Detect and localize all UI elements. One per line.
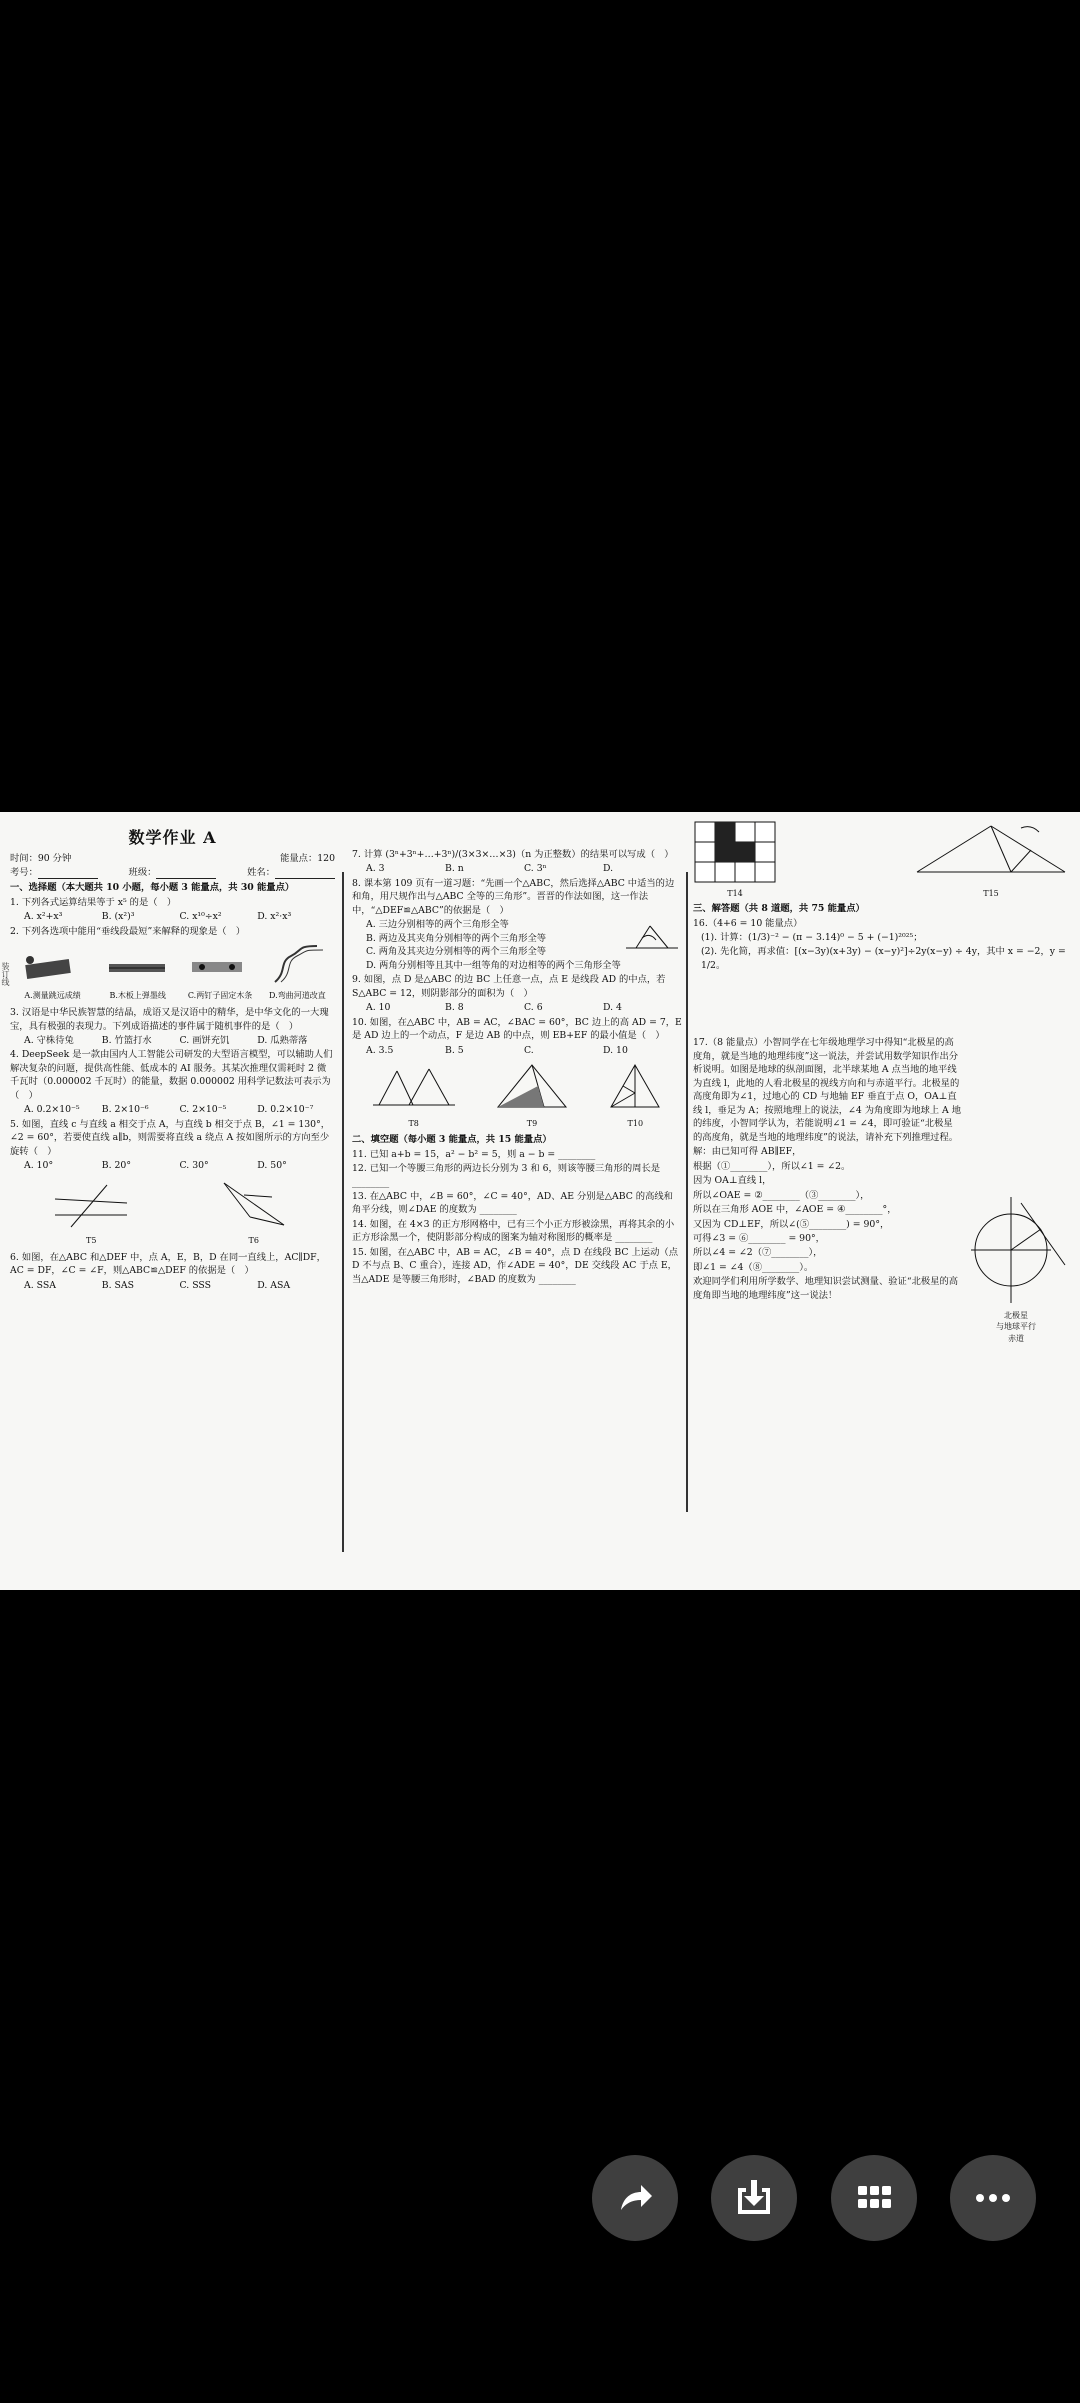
points-label: 能量点：120 <box>280 853 335 865</box>
proof-line: 根据（①________），所以∠1 = ∠2。 <box>693 1160 851 1172</box>
option: B. 两边及其夹角分别相等的两个三角形全等 <box>366 932 547 944</box>
option: B. 5 <box>445 1044 464 1056</box>
figure-caption: T10 <box>627 1118 644 1128</box>
proof-line: 因为 OA⊥直线 l， <box>693 1175 772 1187</box>
question-14: 14. 如图，在 4×3 的正方形网格中，已有三个小正方形被涂黑，再将其余的小正方形涂黑一个，使阴影部分构成的图案为轴对称图形的概率是 ________ <box>352 1218 675 1244</box>
figure-caption: C.两钉子固定木条 <box>187 991 253 1001</box>
option: C. <box>524 1044 534 1056</box>
question-16-part-2: (2). 先化简，再求值：[(x−3y)(x+3y) − (x−y)²]÷2y(x−y) ÷ 4y，其中 x = −2，y = 1/2。 <box>701 946 1066 971</box>
share-button[interactable] <box>592 2155 678 2241</box>
figure-caption: T15 <box>983 889 999 899</box>
option: B. n <box>445 863 464 875</box>
figure-t8 <box>369 1061 459 1113</box>
apps-button[interactable] <box>831 2155 917 2241</box>
option: A. 0.2×10⁻⁵ <box>24 1104 80 1116</box>
option: A. 守株待兔 <box>24 1035 74 1046</box>
figure-t14 <box>693 820 777 884</box>
option: A. x²+x³ <box>24 911 63 923</box>
nail-figure <box>188 948 248 986</box>
question-16: 16.（4+6 = 10 能量点） <box>693 917 803 929</box>
student-info <box>10 866 335 879</box>
option: D. 瓜熟蒂落 <box>257 1035 308 1046</box>
question-7: 7. 计算 (3ⁿ+3ⁿ+…+3ⁿ)/(3×3×…×3)（n 为正整数）的结果可以写成（ ） <box>352 849 674 860</box>
question-6: 6. 如图，在△ABC 和△DEF 中，点 A，E，B，D 在同一直线上，AC∥DF，AC = DF，∠C = ∠F，则△ABC≌△DEF 的依据是（ ） <box>10 1251 326 1277</box>
option: A. 10 <box>366 1002 391 1014</box>
question-10: 10. 如图，在△ABC 中，AB = AC，∠BAC = 60°，BC 边上的高 AD = 7，E 是 AD 边上的一个动点，F 是边 AB 的中点，则 EB+EF 的最小值是（ ） <box>352 1016 682 1042</box>
question-12: 12. 已知一个等腰三角形的两边长分别为 3 和 6，则该等腰三角形的周长是 ________ <box>352 1163 661 1188</box>
figure-t9 <box>492 1061 572 1113</box>
question-1: 1. 下列各式运算结果等于 x⁵ 的是（ ） <box>10 896 177 908</box>
doc-meta <box>10 852 335 865</box>
figures-t14-t15 <box>693 820 1071 900</box>
earth-label: 与地球平行 <box>996 1322 1036 1332</box>
option: B. 竹篮打水 <box>101 1035 152 1046</box>
time-label: 时间：90 分钟 <box>10 853 72 865</box>
option: C. 3ⁿ <box>524 863 547 875</box>
option: D. 两角分别相等且其中一组等角的对边相等的两个三角形全等 <box>366 959 621 971</box>
question-7-options <box>352 862 682 875</box>
question-17-block <box>693 1035 1071 1344</box>
question-5: 5. 如图，直线 c 与直线 a 相交于点 A，与直线 b 相交于点 B，∠1 = 130°，∠2 = 60°，若要使直线 a∥b，则需要将直线 a 绕点 A 按如图所示的方向至少旋转（ ） <box>10 1118 331 1157</box>
question-3: 3. 汉语是中华民族智慧的结晶，成语又是汉语中的精华，是中华文化的一大瑰宝，具有极强的表现力。下列成语描述的事件属于随机事件的是（ ） <box>10 1007 329 1032</box>
option: D. <box>603 863 614 875</box>
doc-title: 数学作业 A <box>128 828 217 847</box>
class-label: 班级： <box>128 866 157 878</box>
proof-line: 欢迎同学们利用所学数学、地理知识尝试测量、验证“北极星的高度角即当地的地理纬度”这一说法！ <box>693 1276 959 1301</box>
option: A. SSA <box>24 1279 56 1291</box>
option: D. 10 <box>603 1044 628 1056</box>
column-divider <box>686 872 688 1512</box>
question-2-figures <box>10 942 335 1002</box>
figure-caption: D.弯曲河道改直 <box>269 991 326 1001</box>
option: D. 50° <box>257 1160 287 1172</box>
figures-t8-t10 <box>352 1061 682 1129</box>
proof-line: 解：由已知可得 AB∥EF， <box>693 1146 802 1158</box>
question-13: 13. 在△ABC 中，∠B = 60°，∠C = 40°，AD、AE 分别是△ABC 的高线和角平分线，则∠DAE 的度数为 ________ <box>352 1190 673 1216</box>
section-2-heading: 二、填空题（每小题 3 能量点，共 15 能量点） <box>352 1134 552 1146</box>
question-1-options <box>10 910 335 923</box>
question-8-options <box>352 918 621 972</box>
option: D. 4 <box>603 1002 622 1014</box>
figure-t6 <box>214 1177 294 1231</box>
proof-line: 所以在三角形 AOE 中，∠AOE = ④________°， <box>693 1204 897 1216</box>
proof-line: 所以∠4 = ∠2（⑦________）， <box>693 1247 823 1259</box>
river-figure <box>267 942 327 986</box>
option: C. 30° <box>179 1160 209 1172</box>
option: C. 2×10⁻⁵ <box>179 1104 227 1116</box>
figure-caption: T8 <box>408 1118 419 1128</box>
option: A. 3.5 <box>366 1044 394 1056</box>
option: D. ASA <box>257 1279 291 1291</box>
photo-image <box>0 812 1080 1590</box>
question-2: 2. 下列各选项中能用“垂线段最短”来解释的现象是（ ） <box>10 925 246 937</box>
column-divider <box>342 872 344 1552</box>
download-button[interactable] <box>711 2155 797 2241</box>
figure-caption: T6 <box>248 1236 259 1246</box>
option: C. 两角及其夹边分别相等的两个三角形全等 <box>366 946 547 958</box>
figures-t5-t6 <box>10 1177 335 1247</box>
proof-line: 可得∠3 = ⑥________ = 90°， <box>693 1232 825 1244</box>
binding-label: 装订线 <box>1 962 10 986</box>
grid-icon <box>852 2176 896 2220</box>
option: C. SSS <box>179 1279 211 1291</box>
option: D. x²·x³ <box>257 911 292 923</box>
option: C. 画饼充饥 <box>179 1035 230 1046</box>
share-icon <box>613 2176 657 2220</box>
section-3-heading: 三、解答题（共 8 道题，共 75 能量点） <box>693 903 865 915</box>
more-button[interactable] <box>950 2155 1036 2241</box>
option: A. 三边分别相等的两个三角形全等 <box>366 919 509 931</box>
question-8: 8. 课本第 109 页有一道习题：“先画一个△ABC，然后选择△ABC 中适当的边和角，用尺规作出与△ABC 全等的三角形”。晋晋的作法如图，这一作法中，“△DEF≌△ABC”的依据是（ ） <box>352 877 675 916</box>
earth-label: 北极星 <box>1004 1310 1028 1320</box>
jump-figure <box>18 948 88 986</box>
answer-space <box>693 973 1071 1035</box>
column-2 <box>352 820 682 1287</box>
question-4-options <box>10 1103 335 1116</box>
question-6-options <box>10 1279 335 1292</box>
earth-label: 赤道 <box>1008 1334 1024 1344</box>
question-16-part-1: (1). 计算：(1/3)⁻² − (π − 3.14)⁰ − 5 + (−1)²⁰²⁵； <box>701 932 923 943</box>
proof-line: 又因为 CD⊥EF，所以∠(⑤________) = 90°， <box>693 1218 890 1230</box>
option: B. SAS <box>101 1279 134 1291</box>
figure-caption: B.木板上弹墨线 <box>109 991 166 1001</box>
earth-diagram <box>961 1035 1071 1344</box>
question-8-body <box>352 918 682 972</box>
earth-figure <box>961 1195 1071 1305</box>
figure-caption: A.测量跳远成绩 <box>24 991 81 1001</box>
figure-t10 <box>605 1061 665 1113</box>
column-3 <box>693 820 1071 1345</box>
figure-t15 <box>911 820 1071 884</box>
proof-line: 所以∠OAE = ②________（③________）， <box>693 1189 870 1201</box>
option: B. 8 <box>445 1002 464 1014</box>
question-4: 4. DeepSeek 是一款由国内人工智能公司研发的大型语言模型，可以辅助人们解决复杂的问题，提供高性能、低成本的 AI 服务。其某次推理仅需耗时 2 微千瓦时（0.000002 千瓦时）的能量，数据 0.000002 用科学记数法可表示为（ ） <box>10 1049 333 1101</box>
question-15: 15. 如图，在△ABC 中，AB = AC，∠B = 40°，点 D 在线段 BC 上运动（点 D 不与点 B、C 重合），连接 AD，作∠ADE = 40°，DE 交线段 AC 于点 E，当△ADE 是等腰三角形时，∠BAD 的度数为 ________ <box>352 1246 678 1285</box>
option: B. 20° <box>101 1160 131 1172</box>
option: A. 10° <box>24 1160 54 1172</box>
question-9-options <box>352 1001 682 1014</box>
option: B. (x²)³ <box>101 911 135 923</box>
question-17: 17.（8 能量点）小智同学在七年级地理学习中得知“北极星的高度角，就是当地的地理纬度”这一说法，并尝试用数学知识作出分析说明。如图是地球的纵剖面图，北半球某地 A 点当地的地平线为直线 l，此地的人看北极星的视线方向和与赤道平行。北极星的高度角即为∠1，过地心的 CD 与地轴 EF 垂直于点 O，OA⊥直线 l，垂足为 A；按照地理上的说法，∠4 为角度即为地球上 A 地的纬度，小智同学认为，若能说明∠1 = ∠4，即可验证“北极星的高度角，就是当地的地理纬度”的说法，请补充下列推理过程。 <box>693 1037 962 1143</box>
option: C. 6 <box>524 1002 543 1014</box>
figure-compass <box>622 918 682 958</box>
figure-caption: T5 <box>86 1236 97 1246</box>
question-5-options <box>10 1159 335 1172</box>
option: A. 3 <box>366 863 385 875</box>
question-9: 9. 如图，点 D 是△ABC 的边 BC 上任意一点，点 E 是线段 AD 的中点，若 S△ABC = 12，则阴影部分的面积为（ ） <box>352 974 666 999</box>
option: D. 0.2×10⁻⁷ <box>257 1104 314 1116</box>
column-1 <box>10 820 335 1292</box>
option: C. x¹⁰÷x² <box>179 911 222 923</box>
section-1-heading: 一、选择题（本大题共 10 小题，每小题 3 能量点，共 30 能量点） <box>10 882 295 894</box>
proof-line: 即∠1 = ∠4（⑧________）。 <box>693 1261 814 1273</box>
option: B. 2×10⁻⁶ <box>101 1104 149 1116</box>
figure-caption: T9 <box>526 1118 538 1128</box>
board-figure <box>103 948 173 986</box>
question-3-options <box>10 1034 335 1047</box>
question-11: 11. 已知 a+b = 15，a² − b² = 5，则 a − b = ________ <box>352 1148 596 1160</box>
figure-caption: T14 <box>727 889 743 899</box>
download-icon <box>732 2176 776 2220</box>
more-icon <box>971 2176 1015 2220</box>
question-10-options <box>352 1044 682 1057</box>
exam-no-label: 考号： <box>10 866 38 878</box>
figure-t5 <box>51 1181 131 1231</box>
name-label: 姓名： <box>247 866 275 878</box>
